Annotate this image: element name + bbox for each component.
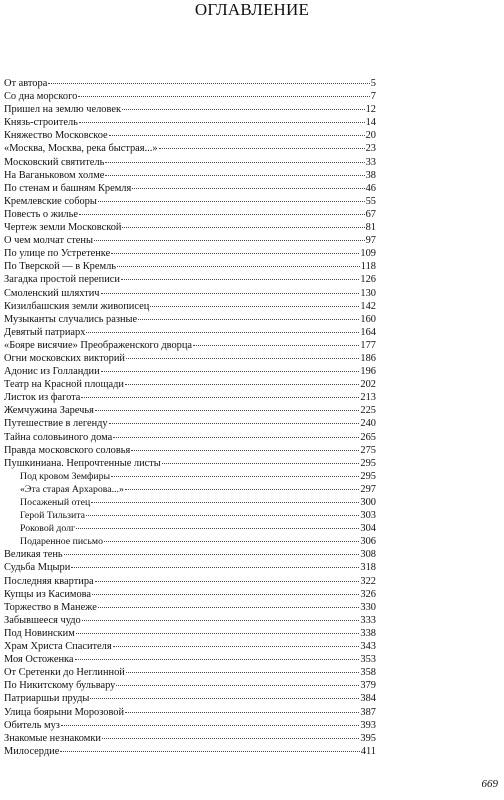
toc-entry-page: 142 bbox=[360, 300, 376, 312]
toc-entry-page: 67 bbox=[365, 208, 376, 220]
toc-entry-title: Жемчужина Заречья bbox=[4, 405, 94, 417]
toc-entry bbox=[4, 208, 376, 221]
toc-entry bbox=[4, 365, 376, 378]
toc-entry bbox=[4, 404, 376, 417]
toc-entry-page: 7 bbox=[370, 91, 376, 103]
toc-entry-page: 297 bbox=[360, 483, 376, 495]
dot-leader bbox=[132, 188, 364, 189]
toc-entry-page: 23 bbox=[365, 143, 376, 155]
page-title: ОГЛАВЛЕНИЕ bbox=[194, 0, 310, 19]
toc-entry-title: «Бояре висячие» Преображенского дворца bbox=[4, 339, 193, 351]
toc-entry bbox=[4, 300, 376, 313]
toc-subentry bbox=[4, 470, 376, 483]
toc-entry-page: 343 bbox=[360, 641, 376, 653]
toc-entry-page: 126 bbox=[360, 274, 376, 286]
toc-entry-page: 353 bbox=[360, 654, 376, 666]
toc-entry-page: 14 bbox=[365, 117, 376, 129]
dot-leader bbox=[138, 319, 359, 320]
dot-leader bbox=[105, 175, 364, 176]
toc-entry bbox=[4, 692, 376, 705]
toc-entry bbox=[4, 706, 376, 719]
toc-entry-title: Пушкиниана. Непрочтенные листы bbox=[4, 457, 161, 469]
dot-leader bbox=[75, 659, 360, 660]
dot-leader bbox=[76, 633, 360, 634]
toc-entry bbox=[4, 77, 376, 90]
toc-entry-page: 213 bbox=[360, 392, 376, 404]
toc-entry bbox=[4, 234, 376, 247]
page-number: 669 bbox=[481, 778, 498, 790]
toc-entry-title: «Эта старая Архарова...» bbox=[20, 483, 124, 495]
toc-entry bbox=[4, 732, 376, 745]
dot-leader bbox=[121, 279, 359, 280]
toc-entry-page: 295 bbox=[360, 470, 376, 482]
dot-leader bbox=[116, 685, 359, 686]
toc-entry-page: 55 bbox=[365, 195, 376, 207]
toc-entry-page: 358 bbox=[360, 667, 376, 679]
dot-leader bbox=[101, 293, 360, 294]
toc-entry bbox=[4, 287, 376, 300]
toc-entry-page: 164 bbox=[360, 326, 376, 338]
toc-entry-page: 300 bbox=[360, 497, 376, 508]
dot-leader bbox=[90, 698, 359, 699]
toc-entry-page: 81 bbox=[365, 222, 376, 234]
toc-entry bbox=[4, 103, 376, 116]
toc-entry-title: О чем молчат стены bbox=[4, 235, 93, 247]
toc-entry-page: 411 bbox=[360, 745, 376, 757]
toc-entry-page: 265 bbox=[360, 431, 376, 443]
toc-entry bbox=[4, 156, 376, 169]
toc-entry-page: 225 bbox=[360, 405, 376, 417]
toc-entry bbox=[4, 653, 376, 666]
toc-entry bbox=[4, 273, 376, 286]
toc-entry-title: По улице по Устретенке bbox=[4, 248, 111, 260]
dot-leader bbox=[117, 266, 360, 267]
toc-entry bbox=[4, 666, 376, 679]
toc-entry-page: 338 bbox=[360, 627, 376, 639]
toc-entry-page: 393 bbox=[360, 719, 376, 731]
toc-entry-title: По стенам и башням Кремля bbox=[4, 182, 132, 194]
dot-leader bbox=[125, 384, 359, 385]
dot-leader bbox=[101, 371, 360, 372]
toc-entry-page: 5 bbox=[370, 78, 376, 89]
dot-leader bbox=[113, 646, 360, 647]
toc-entry-title: Московский святитель bbox=[4, 156, 105, 168]
toc-entry-page: 379 bbox=[360, 680, 376, 692]
dot-leader bbox=[48, 83, 369, 84]
toc-entry-page: 395 bbox=[360, 732, 376, 744]
toc-entry-title: Князь-строитель bbox=[4, 117, 78, 129]
toc-entry bbox=[4, 90, 376, 103]
toc-entry-page: 130 bbox=[360, 287, 376, 299]
toc-entry bbox=[4, 575, 376, 588]
toc-entry-title: Со дна морского bbox=[4, 91, 78, 103]
toc-entry-page: 387 bbox=[360, 706, 376, 718]
toc-entry bbox=[4, 745, 376, 758]
toc-entry-title: Тайна соловьиного дома bbox=[4, 431, 113, 443]
toc-subentry bbox=[4, 535, 376, 548]
dot-leader bbox=[126, 358, 359, 359]
toc-entry-title: Музыканты случались разные bbox=[4, 313, 138, 325]
toc-entry-page: 326 bbox=[360, 588, 376, 600]
toc-entry-title: Судьба Мцыри bbox=[4, 562, 71, 574]
toc-entry-page: 384 bbox=[360, 693, 376, 705]
toc-entry-page: 196 bbox=[360, 366, 376, 378]
toc-entry bbox=[4, 561, 376, 574]
toc-entry-page: 306 bbox=[360, 536, 376, 548]
dot-leader bbox=[86, 332, 359, 333]
toc-entry bbox=[4, 129, 376, 142]
toc-entry-title: На Ваганьковом холме bbox=[4, 169, 105, 181]
dot-leader bbox=[82, 620, 360, 621]
dot-leader bbox=[102, 738, 359, 739]
dot-leader bbox=[71, 567, 359, 568]
dot-leader bbox=[98, 607, 360, 608]
dot-leader bbox=[79, 122, 365, 123]
toc-entry-title: Повесть о жилье bbox=[4, 208, 78, 220]
dot-leader bbox=[122, 109, 365, 110]
dot-leader bbox=[91, 502, 359, 503]
dot-leader bbox=[113, 437, 359, 438]
toc-subentry bbox=[4, 483, 376, 496]
toc-entry-title: Торжество в Манеже bbox=[4, 601, 97, 613]
toc-entry-title: Под кровом Земфиры bbox=[20, 470, 111, 482]
toc-entry bbox=[4, 640, 376, 653]
toc-entry bbox=[4, 457, 376, 470]
toc-entry-page: 20 bbox=[365, 130, 376, 142]
toc-entry-page: 308 bbox=[360, 549, 376, 561]
toc-entry-title: Великая тень bbox=[4, 549, 63, 561]
toc-entry bbox=[4, 182, 376, 195]
toc-entry bbox=[4, 627, 376, 640]
toc-entry-title: Смоленский шляхтич bbox=[4, 287, 100, 299]
toc-entry-title: Патриаршьи пруды bbox=[4, 693, 90, 705]
toc-entry bbox=[4, 431, 376, 444]
toc-entry-title: Роковой долг bbox=[20, 523, 76, 535]
toc-entry-title: Адонис из Голландии bbox=[4, 366, 100, 378]
toc-entry bbox=[4, 601, 376, 614]
toc-entry-title: От Сретенки до Неглинной bbox=[4, 667, 125, 679]
dot-leader bbox=[104, 541, 359, 542]
dot-leader bbox=[60, 751, 359, 752]
dot-leader bbox=[95, 581, 360, 582]
toc-entry-title: Посаженый отец bbox=[20, 497, 91, 508]
toc-entry bbox=[4, 169, 376, 182]
toc-entry-page: 118 bbox=[360, 261, 376, 273]
dot-leader bbox=[109, 423, 360, 424]
toc-entry bbox=[4, 378, 376, 391]
toc-entry bbox=[4, 548, 376, 561]
toc-entry-title: Моя Остоженка bbox=[4, 654, 74, 666]
toc-entry-title: Забывшееся чудо bbox=[4, 614, 81, 626]
toc-entry-page: 12 bbox=[365, 104, 376, 116]
toc-entry-title: Храм Христа Спасителя bbox=[4, 641, 112, 653]
dot-leader bbox=[64, 554, 360, 555]
dot-leader bbox=[98, 201, 365, 202]
toc-subentry bbox=[4, 496, 376, 509]
toc-entry-page: 330 bbox=[360, 601, 376, 613]
dot-leader bbox=[109, 135, 365, 136]
toc-entry bbox=[4, 260, 376, 273]
dot-leader bbox=[193, 345, 359, 346]
dot-leader bbox=[94, 240, 365, 241]
toc-entry-title: Пришел на землю человек bbox=[4, 104, 121, 116]
dot-leader bbox=[86, 515, 359, 516]
toc-entry-page: 38 bbox=[365, 169, 376, 181]
toc-entry-page: 318 bbox=[360, 562, 376, 574]
toc-entry bbox=[4, 339, 376, 352]
toc-entry-title: Княжество Московское bbox=[4, 130, 108, 142]
toc-entry-title: Огни московских викторий bbox=[4, 352, 125, 364]
toc-entry bbox=[4, 116, 376, 129]
toc-entry-page: 240 bbox=[360, 418, 376, 430]
toc-entry-title: Девятый патриарх bbox=[4, 326, 86, 338]
toc-entry bbox=[4, 313, 376, 326]
toc-entry bbox=[4, 719, 376, 732]
table-of-contents bbox=[4, 77, 376, 758]
dot-leader bbox=[125, 489, 360, 490]
dot-leader bbox=[79, 214, 365, 215]
toc-entry-title: Кремлевские соборы bbox=[4, 195, 97, 207]
toc-entry-page: 97 bbox=[365, 235, 376, 247]
toc-entry-title: Загадка простой переписи bbox=[4, 274, 120, 286]
toc-entry-page: 109 bbox=[360, 248, 376, 260]
toc-entry-page: 33 bbox=[365, 156, 376, 168]
dot-leader bbox=[122, 227, 364, 228]
toc-entry bbox=[4, 679, 376, 692]
toc-entry-title: По Тверской — в Кремль bbox=[4, 261, 116, 273]
toc-entry bbox=[4, 444, 376, 457]
toc-entry-title: Герой Тильзита bbox=[20, 510, 85, 522]
toc-entry-page: 202 bbox=[360, 379, 376, 391]
dot-leader bbox=[92, 594, 359, 595]
toc-entry-page: 322 bbox=[360, 575, 376, 587]
toc-entry-title: Обитель муз bbox=[4, 719, 60, 731]
toc-entry-title: Под Новинским bbox=[4, 627, 75, 639]
toc-entry-page: 295 bbox=[360, 457, 376, 469]
toc-entry bbox=[4, 142, 376, 155]
toc-entry-page: 303 bbox=[360, 510, 376, 522]
toc-subentry bbox=[4, 522, 376, 535]
toc-entry-title: Правда московского соловья bbox=[4, 444, 131, 456]
dot-leader bbox=[105, 162, 364, 163]
dot-leader bbox=[61, 725, 360, 726]
toc-entry-page: 177 bbox=[360, 339, 376, 351]
toc-entry-page: 46 bbox=[365, 182, 376, 194]
dot-leader bbox=[125, 712, 359, 713]
dot-leader bbox=[150, 306, 359, 307]
toc-entry-page: 275 bbox=[360, 444, 376, 456]
toc-entry-page: 333 bbox=[360, 614, 376, 626]
dot-leader bbox=[76, 528, 359, 529]
toc-subentry bbox=[4, 509, 376, 522]
toc-entry-title: Милосердие bbox=[4, 745, 60, 757]
dot-leader bbox=[95, 410, 360, 411]
toc-entry-title: Чертеж земли Московской bbox=[4, 222, 122, 234]
toc-entry-page: 304 bbox=[360, 523, 376, 535]
dot-leader bbox=[78, 96, 370, 97]
toc-entry-title: Купцы из Касимова bbox=[4, 588, 92, 600]
dot-leader bbox=[81, 397, 359, 398]
dot-leader bbox=[162, 463, 360, 464]
toc-entry bbox=[4, 247, 376, 260]
toc-entry-page: 186 bbox=[360, 352, 376, 364]
dot-leader bbox=[159, 148, 365, 149]
dot-leader bbox=[131, 450, 359, 451]
toc-entry-title: Путешествие в легенду bbox=[4, 418, 108, 430]
toc-entry bbox=[4, 221, 376, 234]
dot-leader bbox=[111, 476, 359, 477]
toc-entry bbox=[4, 588, 376, 601]
toc-entry-title: Кизилбашския земли живописец bbox=[4, 300, 150, 312]
toc-entry-title: Подаренное письмо bbox=[20, 536, 103, 548]
toc-entry-title: Знакомые незнакомки bbox=[4, 732, 101, 744]
toc-entry-title: Улица боярыни Морозовой bbox=[4, 706, 125, 718]
toc-entry bbox=[4, 326, 376, 339]
toc-entry bbox=[4, 352, 376, 365]
toc-entry-title: По Никитскому бульвару bbox=[4, 680, 116, 692]
toc-entry bbox=[4, 195, 376, 208]
toc-entry-title: Листок из фагота bbox=[4, 392, 81, 404]
toc-entry bbox=[4, 614, 376, 627]
dot-leader bbox=[111, 253, 359, 254]
toc-entry-title: Театр на Красной площади bbox=[4, 379, 124, 391]
toc-entry-page: 160 bbox=[360, 313, 376, 325]
toc-entry-title: «Москва, Москва, река быстрая...» bbox=[4, 143, 158, 155]
dot-leader bbox=[126, 672, 360, 673]
toc-entry-title: От автора bbox=[4, 78, 48, 89]
toc-entry bbox=[4, 417, 376, 430]
toc-entry-title: Последняя квартира bbox=[4, 575, 94, 587]
toc-entry bbox=[4, 391, 376, 404]
